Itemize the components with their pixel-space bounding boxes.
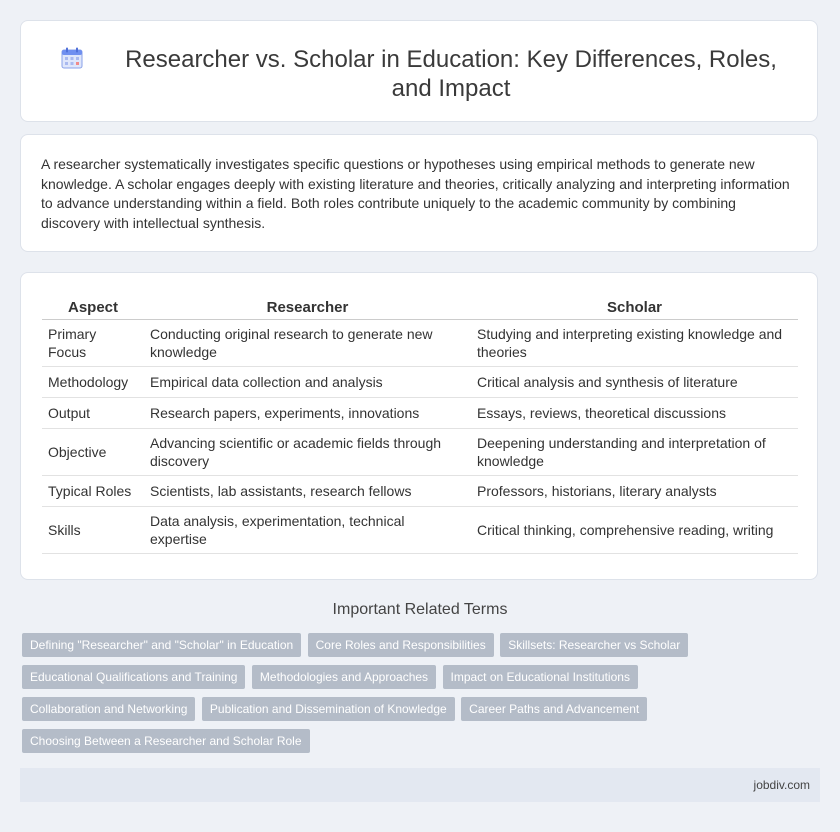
scholar-cell: Deepening understanding and interpretation of knowledge [471,429,798,476]
related-term-tag[interactable]: Core Roles and Responsibilities [308,633,494,657]
table-row [42,320,798,367]
header-researcher: Researcher [144,295,471,320]
title-card [20,20,818,122]
related-term-tag[interactable]: Publication and Dissemination of Knowledge [202,697,455,721]
aspect-cell: Typical Roles [42,476,144,507]
intro-paragraph: A researcher systematically investigates specific questions or hypotheses using empirical methods to generate new knowledge. A scholar engages deeply with existing literature and theories, critically analyzing and interpreting information to advance understanding within a field. Both roles contribute uniquely to the academic community by combining discovery with intellectual synthesis. [41,156,790,231]
comparison-card [20,272,818,580]
scholar-cell: Critical analysis and synthesis of literature [471,367,798,398]
table-row [42,476,798,507]
researcher-cell: Data analysis, experimentation, technical expertise [144,507,471,554]
aspect-cell: Primary Focus [42,320,144,367]
scholar-cell: Critical thinking, comprehensive reading, writing [471,507,798,554]
header-aspect: Aspect [42,295,144,320]
researcher-cell: Empirical data collection and analysis [144,367,471,398]
footer [20,768,820,802]
aspect-cell: Skills [42,507,144,554]
table-row [42,507,798,554]
scholar-cell: Professors, historians, literary analysts [471,476,798,507]
scholar-cell: Essays, reviews, theoretical discussions [471,398,798,429]
intro-card [20,134,818,252]
table-header-row [42,295,798,320]
table-row [42,429,798,476]
related-terms-heading: Important Related Terms [332,601,508,618]
comparison-table [42,295,798,554]
page-title: Researcher vs. Scholar in Education: Key Differences, Roles, and Impact [125,46,777,102]
aspect-cell: Output [42,398,144,429]
related-term-tag[interactable]: Collaboration and Networking [22,697,195,721]
table-row [42,367,798,398]
related-term-tag[interactable]: Skillsets: Researcher vs Scholar [500,633,688,657]
related-term-tag[interactable]: Defining "Researcher" and "Scholar" in Education [22,633,301,657]
researcher-cell: Conducting original research to generate new knowledge [144,320,471,367]
aspect-cell: Methodology [42,367,144,398]
related-term-tag[interactable]: Career Paths and Advancement [461,697,647,721]
footer-site-link[interactable]: jobdiv.com [753,778,810,792]
related-term-tag[interactable]: Educational Qualifications and Training [22,665,245,689]
researcher-cell: Advancing scientific or academic fields through discovery [144,429,471,476]
header-scholar: Scholar [471,295,798,320]
related-term-tag[interactable]: Impact on Educational Institutions [443,665,638,689]
table-row [42,398,798,429]
related-term-tag[interactable]: Choosing Between a Researcher and Scholar Role [22,729,310,753]
researcher-cell: Scientists, lab assistants, research fellows [144,476,471,507]
researcher-cell: Research papers, experiments, innovations [144,398,471,429]
aspect-cell: Objective [42,429,144,476]
scholar-cell: Studying and interpreting existing knowledge and theories [471,320,798,367]
related-term-tag[interactable]: Methodologies and Approaches [252,665,436,689]
related-terms-list [22,633,702,761]
